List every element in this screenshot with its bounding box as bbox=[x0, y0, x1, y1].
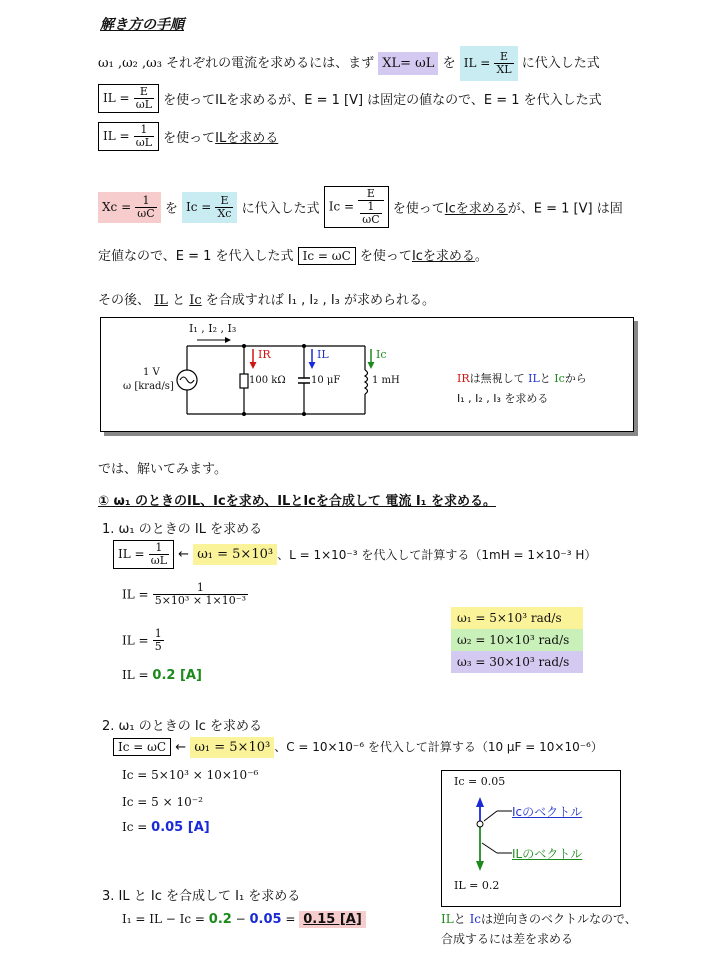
intro-text: では、解いてみます。 bbox=[98, 462, 227, 477]
s3-result: 0.15 [A] bbox=[299, 911, 366, 928]
s1-num: 1 bbox=[149, 542, 169, 555]
left-arrow-icon: ← bbox=[178, 547, 190, 562]
bn-text1: は逆向きのベクトルなので、 bbox=[481, 912, 637, 926]
step2-rest: 、C = 10×10⁻⁶ を代入して計算する（10 μF = 10×10⁻⁶） bbox=[274, 740, 603, 754]
step2-omega-hl: ω₁ = 5×10³ bbox=[190, 737, 274, 758]
note-text1: は無視して bbox=[469, 372, 525, 385]
ic2-frac bbox=[358, 188, 383, 226]
line4-underlined: Icを求める bbox=[444, 201, 508, 217]
s1-frac bbox=[149, 542, 169, 567]
ic2-den-num: 1 bbox=[360, 201, 381, 214]
s3-minus: − bbox=[231, 912, 250, 926]
step1-formula-line bbox=[113, 540, 596, 569]
omega-table bbox=[451, 607, 583, 673]
inductor-value: 1 mH bbox=[372, 375, 400, 386]
step3-eq bbox=[122, 912, 366, 927]
omega-row-1: ω₁ = 5×10³ rad/s bbox=[451, 607, 583, 629]
s1r-value: 0.2 [A] bbox=[152, 668, 202, 683]
vector-bottom-label: IL = 0.2 bbox=[454, 879, 500, 892]
step1-il-box bbox=[113, 540, 174, 569]
line-4 bbox=[98, 186, 623, 228]
source-voltage: 1 V bbox=[143, 367, 160, 378]
ic2-den-den: ωC bbox=[362, 213, 380, 226]
line5-text2: を使って bbox=[359, 249, 412, 264]
il-label: IL bbox=[317, 348, 329, 361]
l3-frac bbox=[134, 124, 154, 149]
ic-lhs: Ic = bbox=[185, 199, 212, 214]
line1-wo: を bbox=[442, 56, 456, 71]
line-1 bbox=[98, 46, 600, 81]
ic-frac bbox=[215, 195, 233, 220]
circuit-diagram bbox=[100, 317, 634, 432]
note-ir: IR bbox=[457, 372, 470, 385]
il-arrow-icon bbox=[309, 362, 316, 369]
vector-diagram bbox=[441, 770, 621, 907]
il-e-box bbox=[98, 84, 159, 113]
ic2-lhs: Ic = bbox=[328, 199, 355, 214]
line4-text2: を使って bbox=[392, 201, 445, 217]
bn-il: IL bbox=[441, 912, 454, 926]
step2-ic-box: Ic = ωC bbox=[113, 738, 171, 756]
ic-arrow-icon bbox=[368, 362, 375, 369]
line6-il: IL bbox=[154, 293, 168, 308]
l3-num: 1 bbox=[134, 124, 154, 137]
il-num: E bbox=[494, 51, 513, 64]
line6-text1: その後、 bbox=[98, 293, 151, 308]
line1-text2: に代入した式 bbox=[521, 56, 600, 71]
page-heading: 解き方の手順 bbox=[100, 17, 184, 33]
line5-end: 。 bbox=[474, 249, 488, 264]
s1e1-frac bbox=[153, 582, 248, 607]
line4-text1: に代入した式 bbox=[241, 201, 320, 217]
s1e2-frac bbox=[153, 628, 164, 653]
ic-wc-box: Ic = ωC bbox=[298, 247, 356, 265]
l3-den: ωL bbox=[135, 136, 152, 149]
line5-text1: 定値なので、E = 1 を代入した式 bbox=[98, 249, 294, 264]
step2-eq1: Ic = 5×10³ × 10×10⁻⁶ bbox=[122, 768, 259, 782]
s3-v1: 0.2 bbox=[208, 912, 232, 927]
ic-label: Ic bbox=[376, 348, 387, 361]
l2-lhs: IL = bbox=[103, 91, 130, 105]
note-to: と bbox=[539, 372, 551, 385]
capacitor-value: 10 μF bbox=[311, 375, 341, 386]
inductor-icon bbox=[365, 370, 368, 394]
step1-omega-hl: ω₁ = 5×10³ bbox=[193, 544, 277, 565]
il-formula bbox=[460, 46, 518, 81]
il-den: XL bbox=[496, 63, 512, 76]
line6-to: と bbox=[172, 293, 186, 308]
omegas: ω₁ ,ω₂ ,ω₃ bbox=[98, 56, 162, 71]
l3-lhs: IL = bbox=[103, 129, 130, 143]
source-omega: ω [krad/s] bbox=[123, 381, 174, 392]
section-1-title: ① ω₁ のときのIL、Icを求め、ILとIcを合成して 電流 I₁ を求める。 bbox=[98, 494, 496, 509]
il-fraction bbox=[494, 51, 513, 76]
step2-title: 2. ω₁ のときの Ic を求める bbox=[102, 719, 263, 734]
s1e2-lhs: IL = bbox=[122, 633, 149, 648]
note-text2: から bbox=[564, 372, 587, 385]
il-1-box bbox=[98, 122, 159, 151]
step1-result bbox=[122, 668, 202, 683]
ir-label: IR bbox=[258, 348, 271, 361]
l2-frac bbox=[134, 86, 154, 111]
s1e2-num: 1 bbox=[154, 627, 162, 640]
step1-eq2 bbox=[122, 628, 164, 653]
line5-underlined: Icを求める bbox=[411, 249, 475, 264]
step1-rest: 、L = 1×10⁻³ を代入して計算する（1mH = 1×10⁻³ H） bbox=[277, 548, 597, 562]
circuit-note-2: I₁ , I₂ , I₃ を求める bbox=[457, 392, 549, 405]
step2-formula-line bbox=[113, 738, 603, 756]
s2r-value: 0.05 [A] bbox=[151, 820, 210, 835]
xc-num: 1 bbox=[135, 195, 156, 208]
line-6 bbox=[98, 289, 435, 308]
line4-wo: を bbox=[164, 201, 178, 217]
step2-result bbox=[122, 820, 210, 835]
step3-title: 3. IL と Ic を合成して I₁ を求める bbox=[102, 889, 301, 904]
l2-num: E bbox=[134, 86, 154, 99]
step2-eq2: Ic = 5 × 10⁻² bbox=[122, 795, 203, 809]
omega-row-2: ω₂ = 10×10³ rad/s bbox=[451, 629, 583, 651]
line-3 bbox=[98, 122, 278, 151]
line6-text2: を合成すれば I₁ , I₂ , I₃ が求められる。 bbox=[205, 293, 435, 308]
xc-frac bbox=[135, 195, 156, 220]
left-arrow-icon-2: ← bbox=[175, 740, 187, 755]
l2-den: ωL bbox=[135, 98, 152, 111]
ic-num: E bbox=[215, 195, 233, 208]
s1e1-num: 1 bbox=[153, 582, 248, 595]
origin-icon bbox=[477, 821, 483, 827]
ir-arrow-icon bbox=[250, 362, 257, 369]
il-vector-arrow-icon bbox=[476, 861, 484, 871]
vector-top-label: Ic = 0.05 bbox=[454, 775, 506, 788]
s1e1-den: 5×10³ × 1×10⁻³ bbox=[154, 594, 246, 607]
ic2-num: E bbox=[358, 188, 383, 201]
bn-ic: Ic bbox=[469, 912, 482, 926]
s1e1-lhs: IL = bbox=[122, 587, 149, 602]
s1-lhs: IL = bbox=[118, 547, 145, 561]
xc-formula bbox=[98, 192, 161, 223]
bn-to: と bbox=[453, 912, 466, 926]
s3-prefix: I₁ = IL − Ic = bbox=[122, 912, 209, 926]
circuit-note-1 bbox=[457, 370, 587, 386]
xc-den: ωC bbox=[137, 206, 155, 220]
circuit-currents: I₁ , I₂ , I₃ bbox=[189, 322, 237, 335]
s3-eqs: = bbox=[281, 912, 300, 926]
s1e2-den: 5 bbox=[154, 640, 162, 653]
ic-den: Xc bbox=[217, 206, 232, 220]
s1r-lhs: IL = bbox=[122, 668, 153, 682]
note-il: IL bbox=[528, 372, 540, 385]
line6-ic: Ic bbox=[189, 293, 202, 308]
xl-formula: XL= ωL bbox=[378, 52, 438, 75]
line3-underlined: ILを求める bbox=[215, 131, 279, 146]
line1-text1: それぞれの電流を求めるには、まず bbox=[166, 56, 375, 71]
omega-row-3: ω₃ = 30×10³ rad/s bbox=[451, 651, 583, 673]
line-2 bbox=[98, 84, 602, 113]
bottom-note-1 bbox=[441, 910, 637, 927]
line-5 bbox=[98, 245, 488, 265]
ic-vector-arrow-icon bbox=[476, 797, 484, 807]
step1-eq1 bbox=[122, 582, 248, 607]
ic-formula bbox=[182, 192, 237, 223]
bottom-note-2: 合成するには差を求める bbox=[441, 932, 574, 946]
il-lhs: IL = bbox=[463, 56, 491, 70]
step1-title: 1. ω₁ のときの IL を求める bbox=[102, 522, 263, 537]
xc-lhs: Xc = bbox=[102, 199, 132, 214]
ic2-den bbox=[358, 201, 383, 226]
note-ic: Ic bbox=[554, 372, 565, 385]
s3-v2: 0.05 bbox=[249, 912, 282, 927]
line2-text: を使ってILを求めるが、E = 1 [V] は固定の値なので、E = 1 を代入した式 bbox=[163, 93, 602, 108]
resistor-value: 100 kΩ bbox=[249, 375, 286, 386]
s1-den: ωL bbox=[150, 554, 167, 567]
s2r-lhs: Ic = bbox=[122, 820, 152, 834]
ic-vector-label: Icのベクトル bbox=[512, 805, 583, 819]
line4-text3: が、E = 1 [V] は固 bbox=[507, 201, 623, 217]
line3-text: を使って bbox=[163, 131, 216, 146]
ic-complex-box bbox=[324, 186, 389, 228]
resistor-icon bbox=[240, 374, 248, 388]
il-vector-label: ILのベクトル bbox=[512, 847, 583, 861]
